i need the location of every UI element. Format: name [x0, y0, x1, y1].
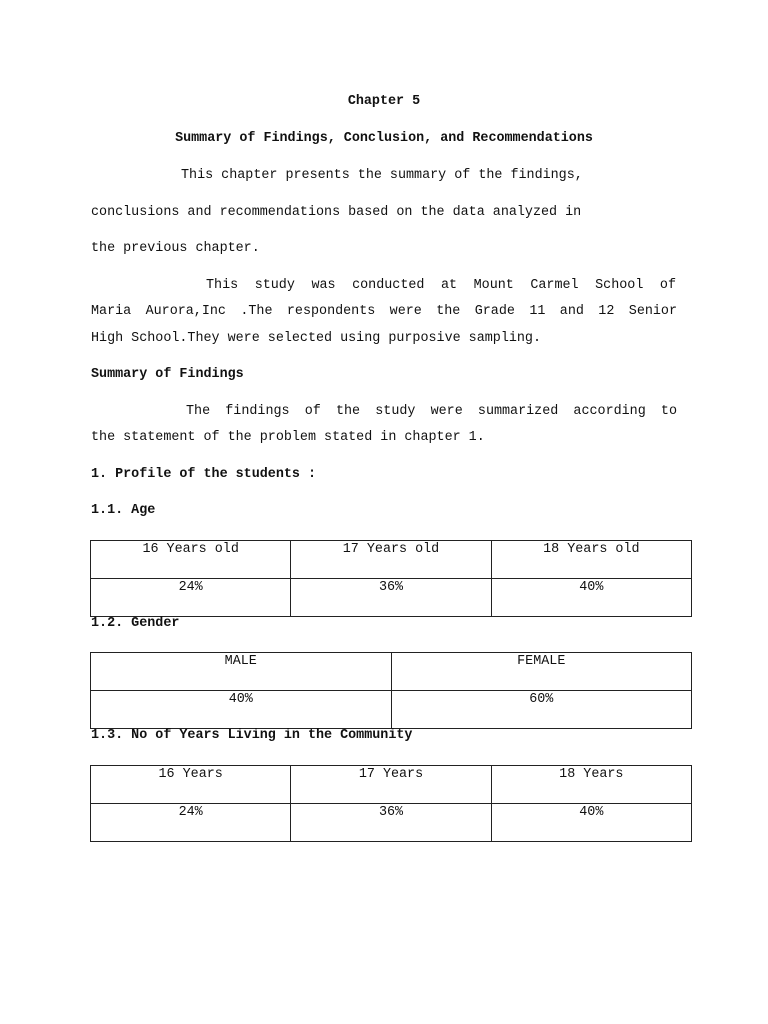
intro-line-3: the previous chapter.	[91, 241, 260, 256]
community-heading: 1.3. No of Years Living in the Community	[91, 728, 413, 743]
table-row	[91, 804, 692, 842]
age-value-18: 40%	[491, 579, 691, 617]
intro-line-1: This chapter presents the summary of the findings,	[181, 168, 583, 183]
community-value-18: 40%	[491, 804, 691, 842]
gender-table	[90, 652, 692, 729]
summary-heading: Summary of Findings	[91, 367, 244, 382]
gender-heading: 1.2. Gender	[91, 616, 180, 631]
gender-value-female: 60%	[391, 691, 692, 729]
age-value-16: 24%	[91, 579, 291, 617]
study-line-3: High School.They were selected using purposive sampling.	[91, 331, 541, 346]
intro-line-2: conclusions and recommendations based on the data analyzed in	[91, 205, 582, 220]
table-row	[91, 691, 692, 729]
age-value-17: 36%	[291, 579, 491, 617]
table-row	[91, 541, 692, 579]
community-table	[90, 765, 692, 842]
age-header-17: 17 Years old	[291, 541, 491, 579]
age-header-16: 16 Years old	[91, 541, 291, 579]
age-header-18: 18 Years old	[491, 541, 691, 579]
chapter-title: Summary of Findings, Conclusion, and Recommendations	[175, 131, 593, 146]
age-table	[90, 540, 692, 617]
community-value-17: 36%	[291, 804, 491, 842]
community-header-16: 16 Years	[91, 766, 291, 804]
age-heading: 1.1. Age	[91, 503, 156, 518]
chapter-label: Chapter 5	[347, 94, 421, 109]
findings-line-2: the statement of the problem stated in chapter 1.	[91, 430, 485, 445]
gender-header-male: MALE	[91, 653, 392, 691]
community-header-18: 18 Years	[491, 766, 691, 804]
study-line-2: Maria Aurora,Inc .The respondents were the Grade 11 and 12 Senior	[91, 304, 677, 319]
table-row	[91, 579, 692, 617]
study-line-1: This study was conducted at Mount Carmel School of	[206, 278, 676, 293]
table-row	[91, 766, 692, 804]
profile-heading: 1. Profile of the students :	[91, 467, 316, 482]
gender-value-male: 40%	[91, 691, 392, 729]
gender-header-female: FEMALE	[391, 653, 692, 691]
findings-line-1: The findings of the study were summarized according to	[186, 404, 677, 419]
table-row	[91, 653, 692, 691]
community-header-17: 17 Years	[291, 766, 491, 804]
community-value-16: 24%	[91, 804, 291, 842]
